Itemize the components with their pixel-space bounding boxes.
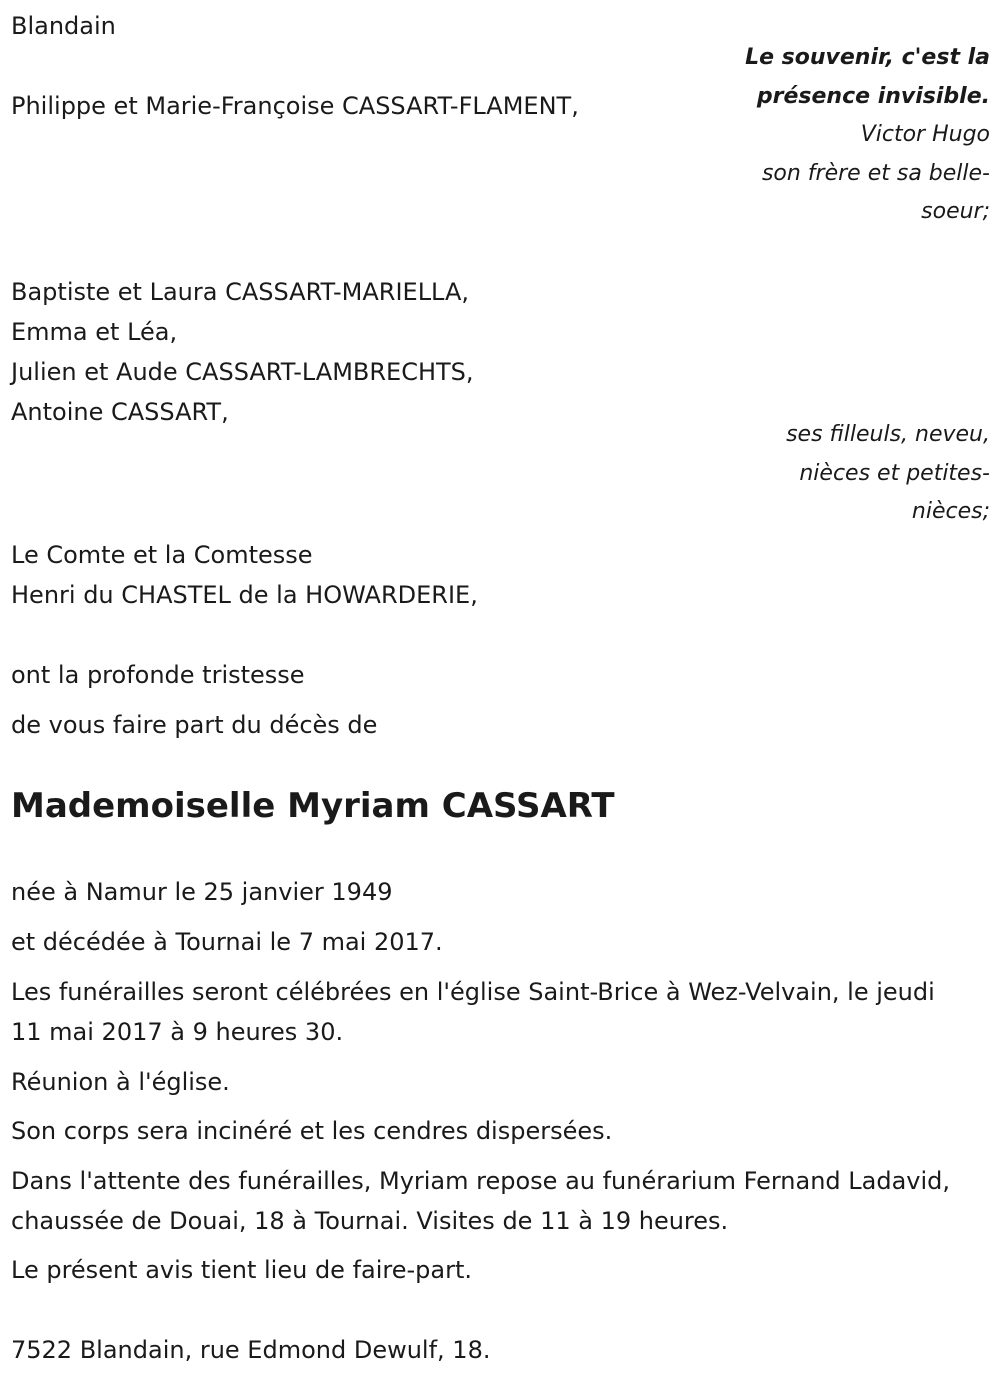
address: 7522 Blandain, rue Edmond Dewulf, 18.	[11, 1336, 491, 1364]
sibling-names: Philippe et Marie-Françoise CASSART-FLAMENT,	[11, 92, 579, 120]
sibling-relation: son frère et sa belle-soeur;	[761, 160, 990, 224]
location: Blandain	[11, 12, 116, 40]
godchild-line: Julien et Aude CASSART-LAMBRECHTS,	[11, 358, 474, 386]
godchildren-relation: ses filleuls, neveu, nièces et petites-nièces;	[786, 422, 990, 524]
death-info: et décédée à Tournai le 7 mai 2017.	[11, 928, 443, 956]
notice-info: Le présent avis tient lieu de faire-part.	[11, 1256, 473, 1284]
birth-info: née à Namur le 25 janvier 1949	[11, 878, 393, 906]
quote-block	[730, 39, 990, 232]
quote-text: Le souvenir, c'est la présence invisible.	[745, 45, 990, 109]
announcement-line-2: de vous faire part du décès de	[11, 711, 378, 739]
deceased-name: Mademoiselle Myriam CASSART	[11, 786, 615, 826]
meeting-info: Réunion à l'église.	[11, 1068, 230, 1096]
godchild-line: Emma et Léa,	[11, 318, 178, 346]
godchild-line: Antoine CASSART,	[11, 398, 229, 426]
quote-author: Victor Hugo	[860, 122, 990, 147]
count-line-1: Le Comte et la Comtesse	[11, 541, 313, 569]
godchild-line: Baptiste et Laura CASSART-MARIELLA,	[11, 278, 470, 306]
cremation-info: Son corps sera incinéré et les cendres dispersées.	[11, 1117, 613, 1145]
announcement-line-1: ont la profonde tristesse	[11, 661, 305, 689]
visitation-info: Dans l'attente des funérailles, Myriam repose au funérarium Fernand Ladavid, chaussée de Douai, 18 à Tournai. Visites de 11 à 19 heures.	[11, 1167, 951, 1235]
count-line-2: Henri du CHASTEL de la HOWARDERIE,	[11, 581, 478, 609]
funeral-info: Les funérailles seront célébrées en l'église Saint-Brice à Wez-Velvain, le jeudi 11 mai 2017 à 9 heures 30.	[11, 978, 935, 1046]
